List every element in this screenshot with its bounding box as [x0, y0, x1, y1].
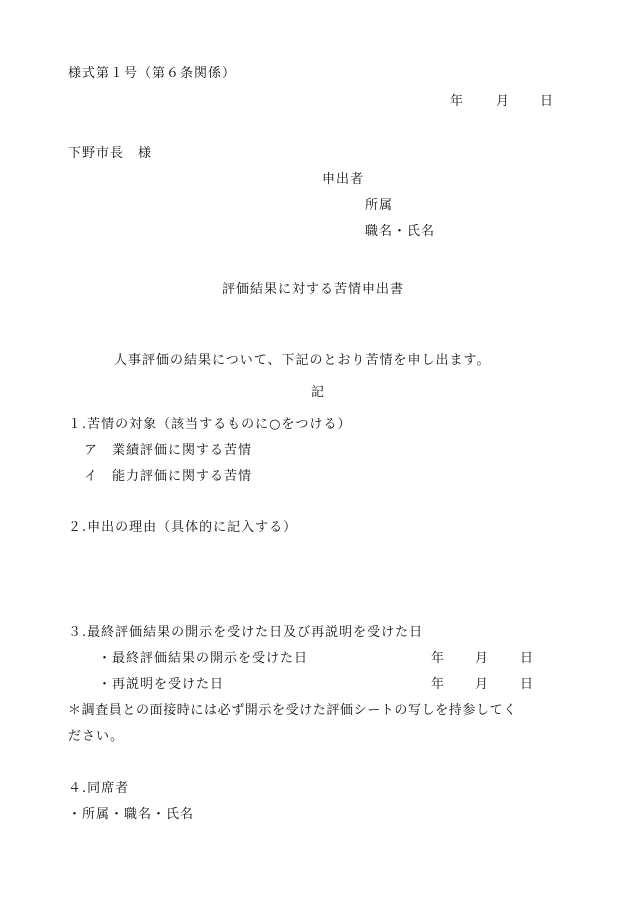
reexplanation-year: 年: [431, 677, 446, 692]
reexplanation-day: 日: [520, 677, 535, 692]
disclosure-month: 月: [475, 651, 490, 666]
applicant-label: 申出者: [322, 172, 365, 187]
section2-heading: ２.申出の理由（具体的に記入する）: [68, 520, 298, 535]
reexplanation-label: ・再説明を受けた日: [98, 677, 225, 692]
ki-label: 記: [311, 385, 326, 400]
document-title: 評価結果に対する苦情申出書: [222, 282, 405, 297]
section1-option-i: イ 能力評価に関する苦情: [84, 469, 253, 484]
disclosure-label: ・最終評価結果の開示を受けた日: [98, 651, 309, 666]
section3-heading: ３.最終評価結果の開示を受けた日及び再説明を受けた日: [68, 625, 424, 640]
section4-item: ・所属・職名・氏名: [68, 807, 195, 822]
date-year: 年: [450, 94, 465, 109]
applicant-title-name: 職名・氏名: [365, 224, 436, 239]
section3-note-line1: ＊調査員との面接時には必ず開示を受けた評価シートの写しを持参してく: [68, 703, 517, 718]
section1-option-a: ア 業績評価に関する苦情: [84, 443, 253, 458]
disclosure-day: 日: [520, 651, 535, 666]
section1-heading: １.苦情の対象（該当するものに○をつける）: [68, 417, 352, 432]
section3-note-line2: ださい。: [68, 729, 125, 744]
section4-heading: ４.同席者: [68, 781, 130, 796]
addressee: 下野市長 様: [68, 146, 153, 161]
reexplanation-month: 月: [475, 677, 490, 692]
form-label: 様式第１号（第６条関係）: [68, 66, 237, 81]
disclosure-year: 年: [431, 651, 446, 666]
applicant-affiliation: 所属: [365, 198, 394, 213]
intro-text: 人事評価の結果について、下記のとおり苦情を申し出ます。: [114, 353, 491, 368]
date-month: 月: [496, 94, 511, 109]
date-day: 日: [540, 94, 555, 109]
